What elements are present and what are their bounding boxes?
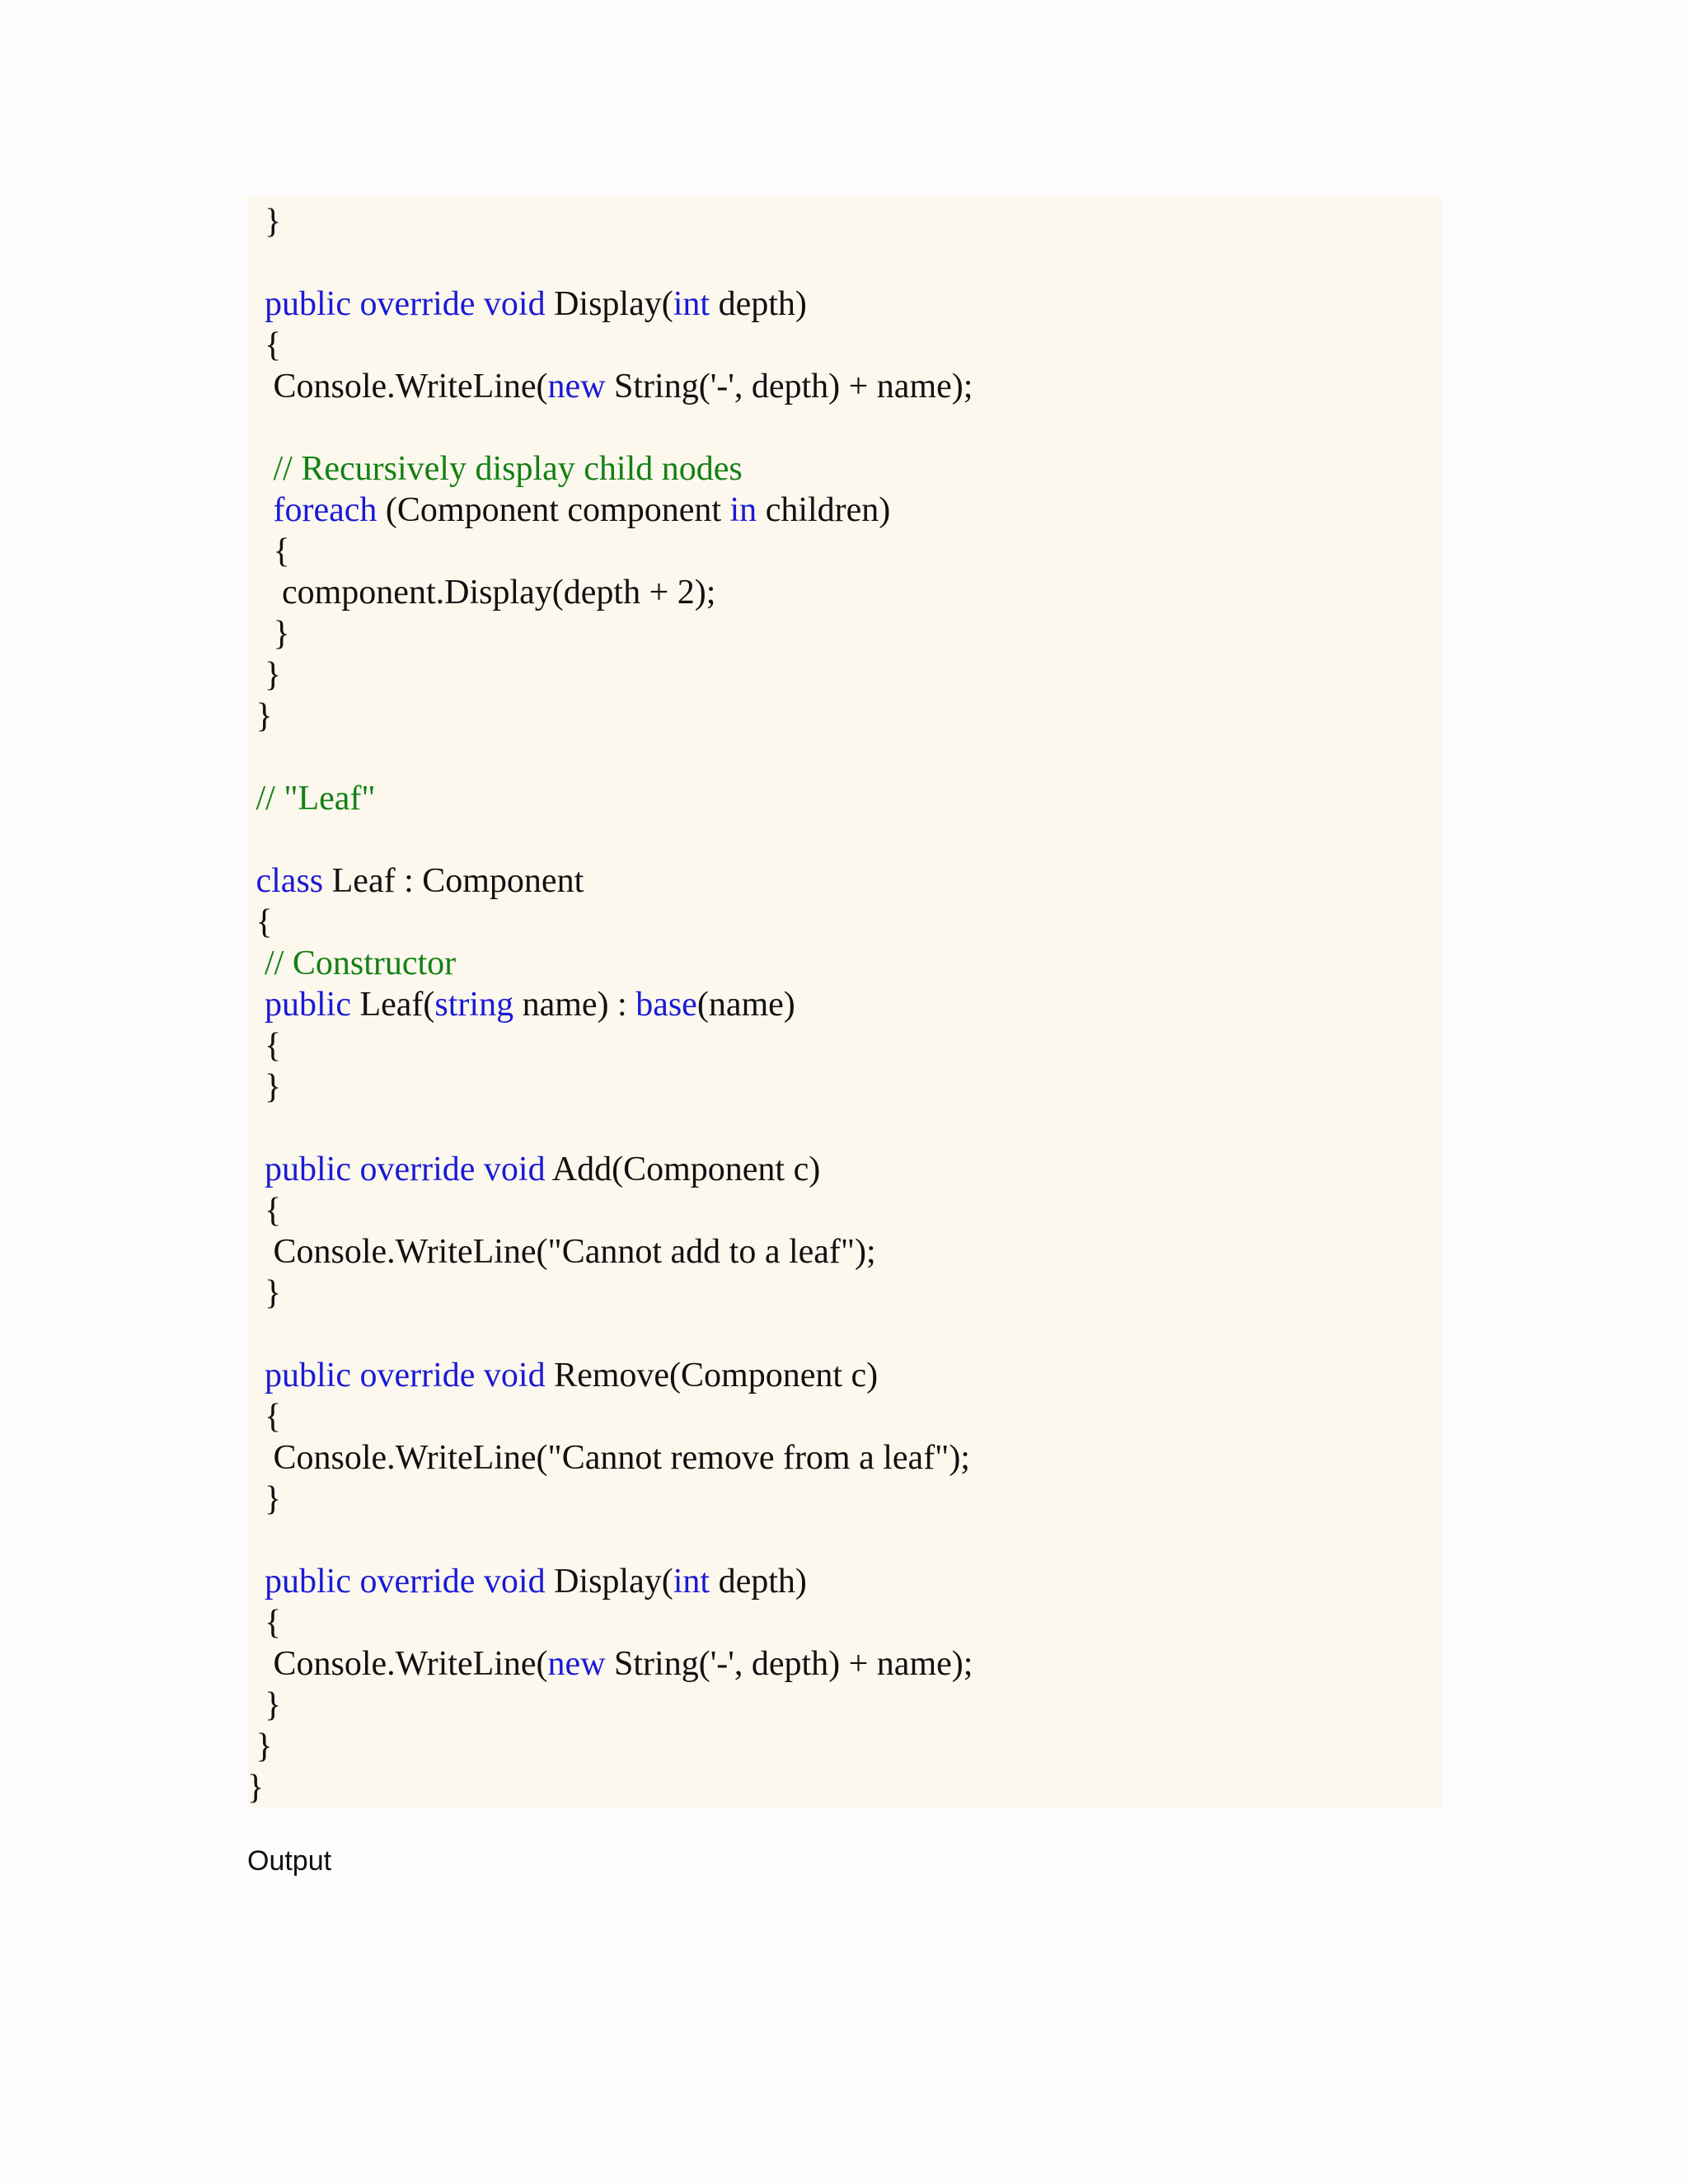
code-line — [247, 1149, 820, 1190]
code-line — [247, 1602, 281, 1643]
code-keyword: public override void — [265, 285, 546, 323]
code-text — [247, 862, 256, 900]
code-text: } — [247, 656, 282, 694]
code-keyword: int — [673, 1563, 710, 1601]
code-comment: // Recursively display child nodes — [273, 450, 743, 488]
code-text: Display( — [545, 1563, 673, 1601]
code-line — [247, 654, 281, 696]
code-text: String('-', depth) + name); — [605, 1645, 973, 1683]
code-line — [247, 860, 584, 902]
code-keyword: new — [547, 1645, 606, 1683]
code-keyword: public override void — [265, 1357, 546, 1394]
code-line — [247, 902, 273, 943]
code-text: } — [247, 1727, 273, 1765]
code-text: } — [247, 203, 282, 241]
code-text: } — [247, 1274, 282, 1312]
code-keyword: public override void — [265, 1563, 546, 1601]
code-text — [247, 780, 256, 818]
code-text — [247, 285, 265, 323]
code-text: { — [247, 532, 290, 570]
code-keyword: foreach — [273, 491, 377, 529]
code-text: Console.WriteLine("Cannot add to a leaf"); — [247, 1233, 876, 1271]
code-line — [247, 1767, 264, 1808]
code-text: name) : — [513, 986, 636, 1024]
code-line — [247, 778, 376, 819]
code-line — [247, 366, 973, 407]
code-line — [247, 284, 807, 325]
code-keyword: in — [729, 491, 757, 529]
code-line — [247, 613, 290, 654]
code-text: { — [247, 326, 282, 364]
code-keyword: public — [265, 986, 351, 1024]
code-text — [247, 450, 274, 488]
code-text: } — [247, 1769, 265, 1807]
code-keyword: string — [434, 986, 514, 1024]
code-text: component.Display(depth + 2); — [247, 574, 716, 612]
code-text: (Component component — [377, 491, 730, 529]
code-line — [247, 1355, 878, 1396]
code-text: } — [247, 1686, 282, 1724]
code-keyword: base — [635, 986, 697, 1024]
code-line — [247, 1561, 807, 1602]
code-line — [247, 984, 795, 1025]
code-text: depth) — [710, 1563, 807, 1601]
code-text: { — [247, 1192, 282, 1230]
output-heading: Output — [247, 1845, 332, 1877]
code-text: String('-', depth) + name); — [605, 368, 973, 405]
code-line — [247, 1190, 281, 1231]
code-text — [247, 1151, 265, 1188]
code-text: depth) — [710, 285, 807, 323]
code-text: { — [247, 903, 273, 941]
code-keyword: public override void — [265, 1151, 546, 1188]
code-line — [247, 448, 743, 490]
code-text: { — [247, 1027, 282, 1065]
code-line — [247, 1272, 281, 1314]
code-line — [247, 696, 273, 737]
code-text — [247, 491, 274, 529]
code-text: { — [247, 1604, 282, 1642]
code-text: Display( — [545, 285, 673, 323]
code-text: Add(Component c) — [545, 1151, 821, 1188]
code-line — [247, 572, 715, 613]
code-line — [247, 1025, 281, 1066]
code-text: Remove(Component c) — [545, 1357, 879, 1394]
code-line — [247, 1231, 876, 1272]
code-comment: // Constructor — [265, 944, 457, 982]
code-line — [247, 1685, 281, 1726]
code-keyword: class — [256, 862, 324, 900]
code-text: } — [247, 697, 273, 735]
code-text: { — [247, 1398, 282, 1436]
code-line — [247, 1066, 281, 1108]
code-line — [247, 1479, 281, 1520]
code-text: } — [247, 615, 290, 653]
code-text — [247, 1357, 265, 1394]
code-text: Leaf( — [350, 986, 435, 1024]
code-text: } — [247, 1068, 282, 1106]
code-comment: // "Leaf" — [256, 780, 376, 818]
code-block — [247, 196, 1442, 1807]
code-line — [247, 1437, 970, 1479]
code-line — [247, 490, 890, 531]
code-line — [247, 531, 290, 572]
code-text: Console.WriteLine("Cannot remove from a leaf"); — [247, 1439, 970, 1477]
code-line — [247, 325, 281, 366]
code-text: Leaf : Component — [323, 862, 584, 900]
code-line — [247, 943, 456, 984]
code-text — [247, 944, 265, 982]
code-line — [247, 1726, 273, 1767]
code-text — [247, 986, 265, 1024]
code-line — [247, 1396, 281, 1437]
code-text: (name) — [696, 986, 795, 1024]
code-text: } — [247, 1480, 282, 1518]
code-keyword: int — [673, 285, 710, 323]
code-text — [247, 1563, 265, 1601]
code-line — [247, 1643, 973, 1685]
code-text: Console.WriteLine( — [247, 1645, 548, 1683]
code-line — [247, 201, 281, 242]
code-text: Console.WriteLine( — [247, 368, 548, 405]
code-text: children) — [757, 491, 891, 529]
code-keyword: new — [547, 368, 606, 405]
